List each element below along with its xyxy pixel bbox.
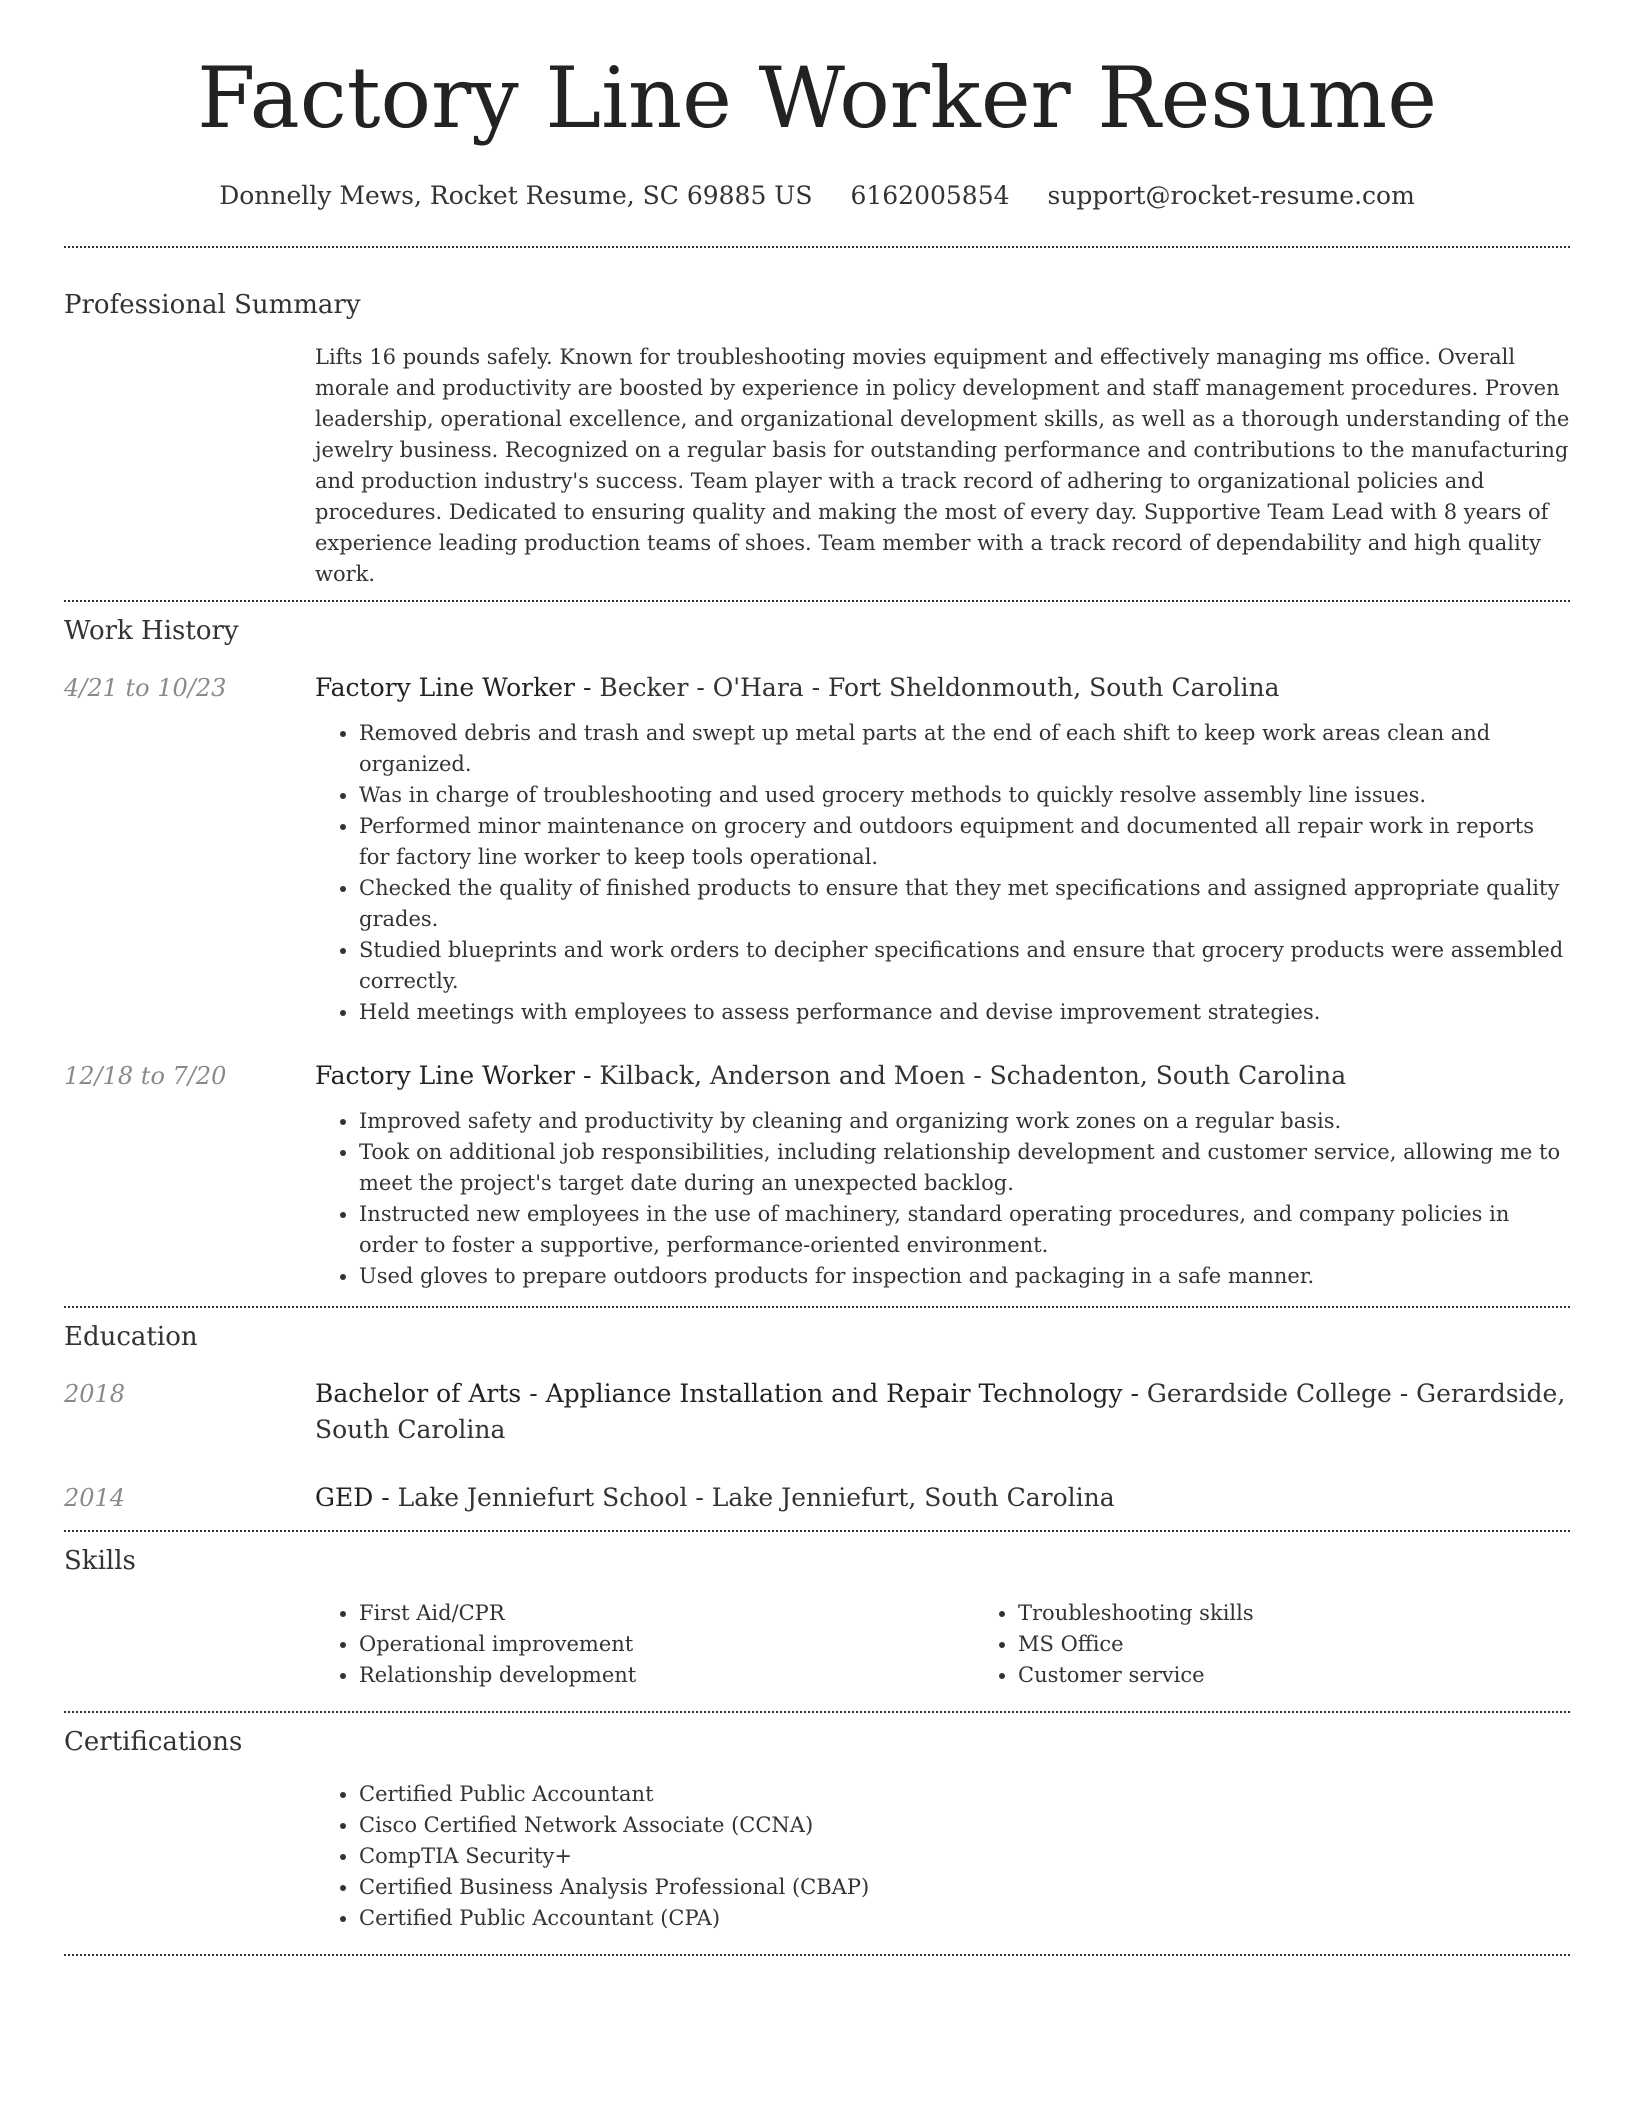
job-role: Factory Line Worker — [315, 1061, 576, 1090]
list-item: • Customer service — [1018, 1660, 1632, 1691]
list-item: • Performed minor maintenance on grocery and outdoors equipment and documented all repair work in reports for factory line worker to keep tools operational. — [359, 811, 1570, 873]
divider — [64, 1711, 1570, 1713]
summary-section — [64, 288, 1570, 590]
list-item: • Operational improvement — [359, 1629, 974, 1660]
skills-list-left — [315, 1598, 974, 1691]
list-item: • Certified Business Analysis Professional (CBAP) — [359, 1872, 1570, 1903]
list-item: • Certified Public Accountant — [359, 1779, 1570, 1810]
contact-phone: 6162005854 — [850, 181, 1010, 210]
education-year: 2014 — [64, 1484, 126, 1512]
divider — [64, 1306, 1570, 1308]
list-item: • Certified Public Accountant (CPA) — [359, 1903, 1570, 1934]
list-item: • Improved safety and productivity by cleaning and organizing work zones on a regular basis. — [359, 1106, 1570, 1137]
resume-title: Factory Line Worker Resume — [197, 49, 1437, 147]
education-entry: 2018 Bachelor of Arts - Appliance Installation and Repair Technology - Gerardside College - Gerardside, South Carolina — [64, 1376, 1570, 1448]
skills-list-right — [974, 1598, 1632, 1691]
section-title-work: Work History — [64, 616, 239, 646]
section-title-education: Education — [64, 1322, 198, 1352]
list-item: • Removed debris and trash and swept up metal parts at the end of each shift to keep work areas clean and organized. — [359, 718, 1570, 780]
list-item: • First Aid/CPR — [359, 1598, 974, 1629]
list-item: • Used gloves to prepare outdoors products for inspection and packaging in a safe manner. — [359, 1261, 1570, 1292]
list-item: • Checked the quality of finished products to ensure that they met specifications and assigned appropriate quality grades. — [359, 873, 1570, 935]
section-title-summary: Professional Summary — [64, 290, 361, 320]
job-bullets — [315, 1106, 1570, 1292]
education-degree: Bachelor of Arts - Appliance Installation and Repair Technology — [315, 1379, 1123, 1408]
education-school: Gerardside College - Gerardside, South Carolina — [315, 1379, 1566, 1444]
section-title-skills: Skills — [64, 1546, 136, 1576]
list-item: • Troubleshooting skills — [1018, 1598, 1632, 1629]
education-year: 2018 — [64, 1380, 126, 1408]
list-item: • Cisco Certified Network Associate (CCNA) — [359, 1810, 1570, 1841]
education-section — [64, 1320, 1570, 1516]
summary-text: Lifts 16 pounds safely. Known for troubleshooting movies equipment and effectively managing ms office. Overall morale and productivity are boosted by experience in policy development and staff management procedures. Proven leadership, operational excellence, and organizational development skills, as well as a thorough understanding of the jewelry business. Recognized on a regular basis for outstanding performance and contributions to the manufacturing and production industry's success. Team player with a track record of adhering to organizational policies and procedures. Dedicated to ensuring quality and making the most of every day. Supportive Team Lead with 8 years of experience leading production teams of shoes. Team member with a track record of dependability and high quality work. — [315, 345, 1570, 586]
list-item: • Held meetings with employees to assess performance and devise improvement strategies. — [359, 997, 1570, 1028]
divider — [64, 246, 1570, 248]
education-entry: 2014 GED - Lake Jenniefurt School - Lake Jenniefurt, South Carolina — [64, 1480, 1570, 1516]
job-dates: 4/21 to 10/23 — [64, 674, 227, 702]
education-degree: GED — [315, 1483, 374, 1512]
job-org: Becker - O'Hara - Fort Sheldonmouth, South Carolina — [599, 673, 1280, 702]
contact-line — [64, 180, 1570, 212]
work-section — [64, 614, 1570, 1292]
section-title-certifications: Certifications — [64, 1727, 243, 1757]
certifications-section — [64, 1725, 1570, 1934]
list-item: • Was in charge of troubleshooting and used grocery methods to quickly resolve assembly line issues. — [359, 780, 1570, 811]
divider — [64, 1530, 1570, 1532]
job-entry — [64, 1058, 1570, 1292]
job-title: Factory Line Worker - Kilback, Anderson and Moen - Schadenton, South Carolina — [315, 1061, 1347, 1090]
resume-page — [64, 0, 1570, 1956]
contact-email: support@rocket-resume.com — [1047, 181, 1415, 210]
divider — [64, 1954, 1570, 1956]
education-school: Lake Jenniefurt School - Lake Jenniefurt, South Carolina — [397, 1483, 1115, 1512]
divider — [64, 600, 1570, 602]
job-bullets — [315, 718, 1570, 1028]
list-item: • MS Office — [1018, 1629, 1632, 1660]
list-item: • Relationship development — [359, 1660, 974, 1691]
job-org: Kilback, Anderson and Moen - Schadenton, South Carolina — [599, 1061, 1347, 1090]
certifications-list — [315, 1779, 1570, 1934]
list-item: • Studied blueprints and work orders to decipher specifications and ensure that grocery products were assembled correctly. — [359, 935, 1570, 997]
skills-section — [64, 1544, 1570, 1691]
job-title: Factory Line Worker - Becker - O'Hara - Fort Sheldonmouth, South Carolina — [315, 673, 1280, 702]
list-item: • CompTIA Security+ — [359, 1841, 1570, 1872]
list-item: • Instructed new employees in the use of machinery, standard operating procedures, and company policies in order to foster a supportive, performance-oriented environment. — [359, 1199, 1570, 1261]
contact-address: Donnelly Mews, Rocket Resume, SC 69885 US — [219, 181, 813, 210]
job-entry — [64, 670, 1570, 1028]
job-dates: 12/18 to 7/20 — [64, 1062, 227, 1090]
job-role: Factory Line Worker — [315, 673, 576, 702]
list-item: • Took on additional job responsibilities, including relationship development and customer service, allowing me to meet the project's target date during an unexpected backlog. — [359, 1137, 1570, 1199]
